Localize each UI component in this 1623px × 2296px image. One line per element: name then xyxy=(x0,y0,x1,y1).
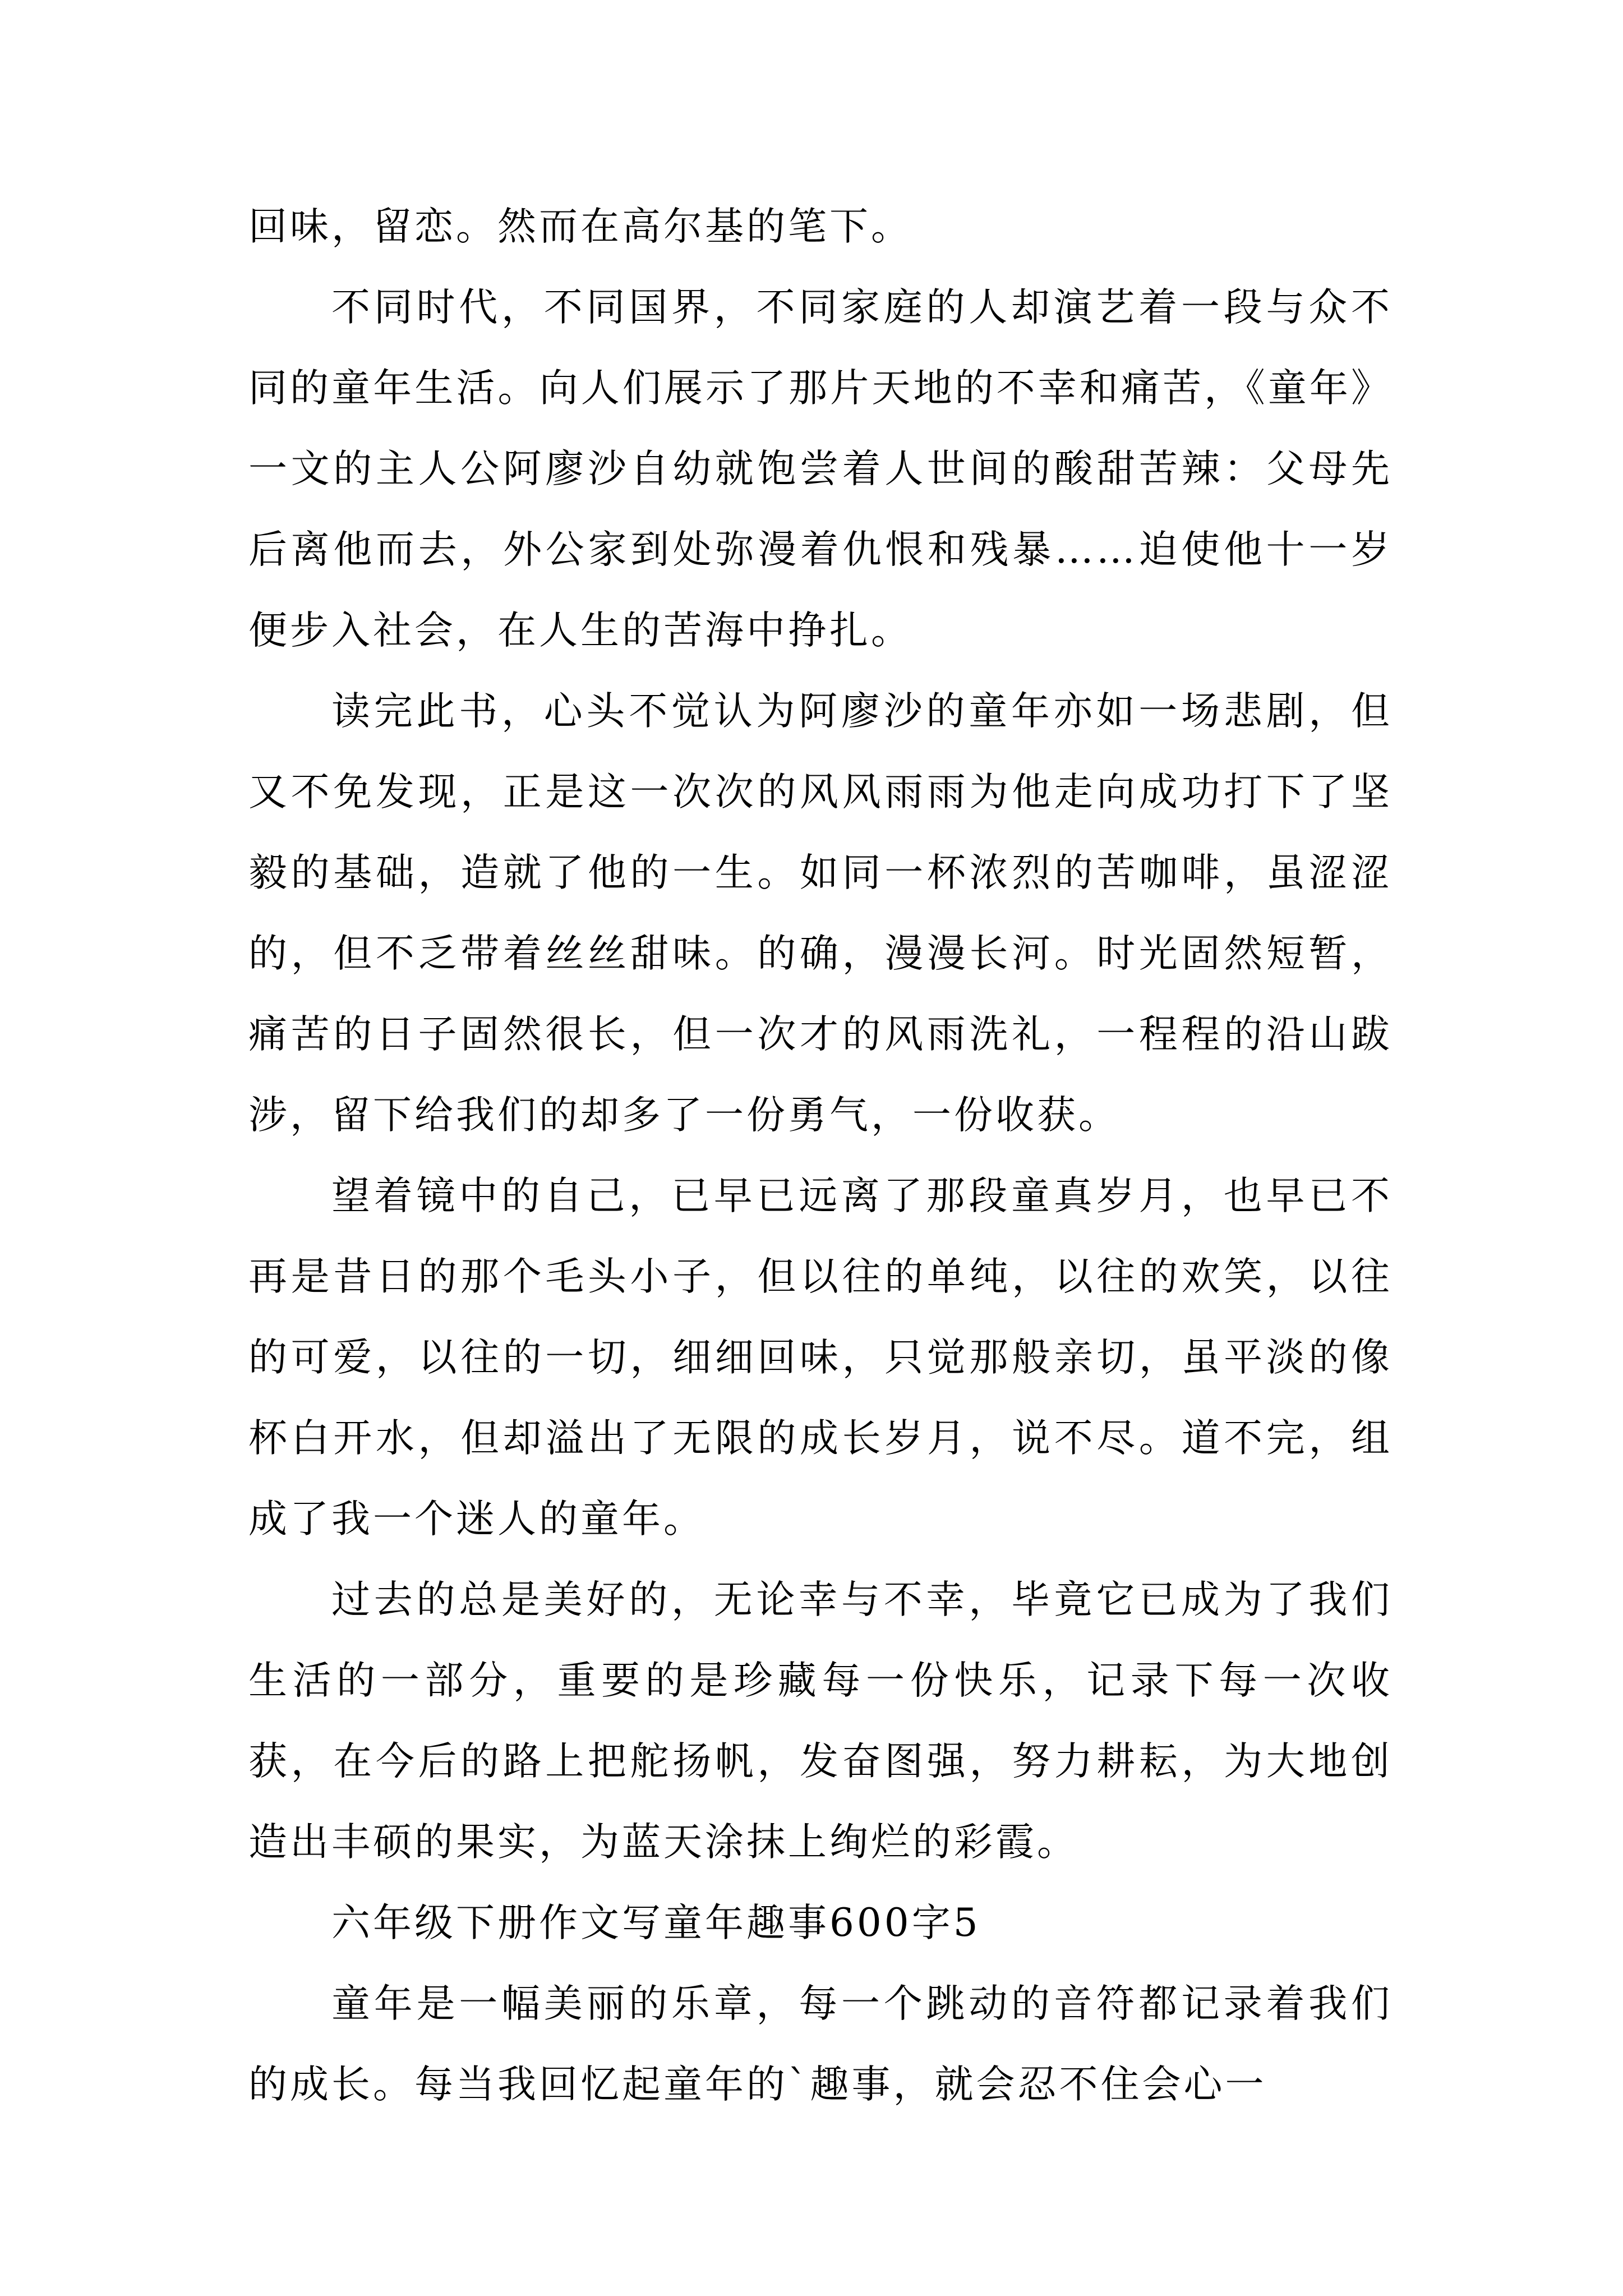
paragraph-continuation: 回味，留恋。然而在高尔基的笔下。 xyxy=(248,204,912,249)
paragraph-mirror-reflection: 望着镜中的自己，已早已远离了那段童真岁月，也早已不再是昔日的那个毛头小子，但以往的单纯，以往的欢笑，以往的可爱，以往的一切，细细回味，只觉那般亲切，虽平淡的像杯白开水，但却溢出了无限的成长岁月，说不尽。道不完，组成了我一个迷人的童年。 xyxy=(248,1174,1393,1542)
paragraph-different-eras: 不同时代，不同国界，不同家庭的人却演艺着一段与众不同的童年生活。向人们展示了那片天地的不幸和痛苦，《童年》一文的主人公阿廖沙自幼就饱尝着人世间的酸甜苦辣：父母先后离他而去，外公家到处弥漫着仇恨和残暴……迫使他十一岁便步入社会，在人生的苦海中挣扎。 xyxy=(248,285,1393,653)
paragraph-after-reading: 读完此书，心头不觉认为阿廖沙的童年亦如一场悲剧，但又不免发现，正是这一次次的风风雨雨为他走向成功打下了坚毅的基础，造就了他的一生。如同一杯浓烈的苦咖啡，虽涩涩的，但不乏带着丝丝甜味。的确，漫漫长河。时光固然短暂，痛苦的日子固然很长，但一次才的风雨洗礼，一程程的沿山跋涉，留下给我们的却多了一份勇气，一份收获。 xyxy=(248,689,1393,1138)
document-body xyxy=(248,186,1393,2125)
paragraph-past-is-beautiful: 过去的总是美好的，无论幸与不幸，毕竟它已成为了我们生活的一部分，重要的是珍藏每一份快乐，记录下每一次收获，在今后的路上把舵扬帆，发奋图强，努力耕耘，为大地创造出丰硕的果实，为蓝天涂抹上绚烂的彩霞。 xyxy=(248,1577,1393,1865)
essay-heading: 六年级下册作文写童年趣事600字5 xyxy=(331,1901,981,1945)
paragraph-childhood-music: 童年是一幅美丽的乐章，每一个跳动的音符都记录着我们的成长。每当我回忆起童年的`趣事，就会忍不住会心一 xyxy=(248,1981,1393,2107)
